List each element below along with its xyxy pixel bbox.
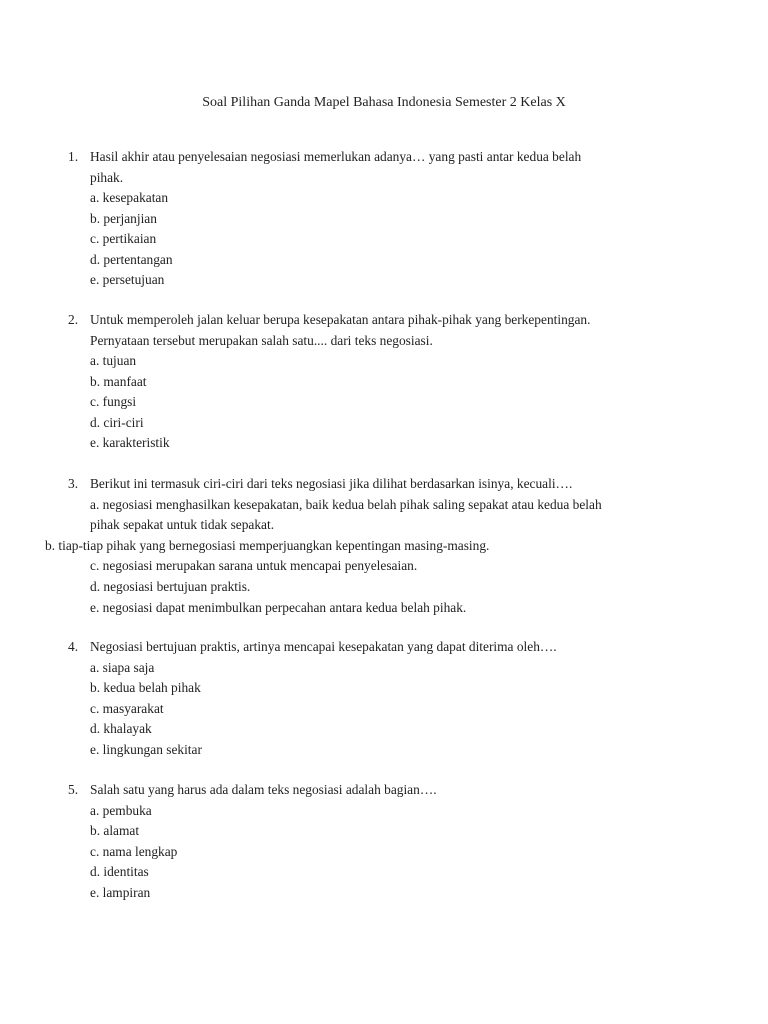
question-text [90, 474, 690, 495]
option-d: d. pertentangan [90, 251, 173, 267]
option-b: b. kedua belah pihak [90, 680, 201, 696]
option-a-continued: pihak sepakat untuk tidak sepakat. [90, 517, 275, 533]
question-line: Untuk memperoleh jalan keluar berupa kesepakatan antara pihak-pihak yang berkepentingan. [90, 312, 591, 327]
option-list [90, 188, 690, 291]
option-b: b. manfaat [90, 373, 147, 389]
question-text [90, 637, 690, 658]
question-line: Negosiasi bertujuan praktis, artinya mencapai kesepakatan yang dapat diterima oleh…. [90, 639, 557, 654]
question-number: 5. [68, 782, 79, 797]
option-e: e. lingkungan sekitar [90, 741, 202, 757]
option-a: a. negosiasi menghasilkan kesepakatan, baik kedua belah pihak saling sepakat atau kedua belah [90, 496, 602, 512]
question-number: 3. [68, 476, 79, 491]
option-e: e. persetujuan [90, 272, 165, 288]
question-line: Pernyataan tersebut merupakan salah satu.... dari teks negosiasi. [90, 332, 433, 348]
question-number: 1. [68, 149, 79, 164]
option-a: a. kesepakatan [90, 190, 169, 205]
option-d: d. khalayak [90, 721, 152, 737]
question-number: 4. [68, 639, 79, 654]
question-number: 2. [68, 312, 79, 327]
option-c: c. fungsi [90, 394, 137, 410]
option-list [90, 801, 690, 904]
option-list [45, 495, 690, 619]
option-a: a. pembuka [90, 802, 152, 818]
question-line: pihak. [90, 169, 124, 185]
question-line: Berikut ini termasuk ciri-ciri dari teks negosiasi jika dilihat berdasarkan isinya, kecuali…. [90, 476, 573, 491]
question-line: Hasil akhir atau penyelesaian negosiasi memerlukan adanya… yang pasti antar kedua belah [90, 149, 582, 164]
option-b: b. perjanjian [90, 210, 157, 226]
option-b: b. alamat [90, 823, 140, 839]
document-title: Soal Pilihan Ganda Mapel Bahasa Indonesia Semester 2 Kelas X [202, 95, 566, 110]
option-e: e. negosiasi dapat menimbulkan perpecahan antara kedua belah pihak. [90, 599, 467, 615]
option-e: e. karakteristik [90, 435, 170, 451]
option-list [90, 351, 690, 454]
question-text [90, 147, 690, 188]
option-c: c. masyarakat [90, 700, 164, 716]
option-b: b. tiap-tiap pihak yang bernegosiasi memperjuangkan kepentingan masing-masing. [45, 537, 490, 553]
option-e: e. lampiran [90, 884, 151, 900]
option-d: d. negosiasi bertujuan praktis. [90, 578, 251, 594]
option-c: c. pertikaian [90, 231, 157, 247]
question-text [90, 780, 690, 801]
option-d: d. ciri-ciri [90, 414, 144, 430]
option-list [90, 658, 690, 761]
option-c: c. negosiasi merupakan sarana untuk mencapai penyelesaian. [90, 558, 418, 574]
option-d: d. identitas [90, 864, 149, 880]
option-c: c. nama lengkap [90, 843, 178, 859]
option-a: a. tujuan [90, 353, 137, 368]
option-a: a. siapa saja [90, 659, 155, 675]
question-text [90, 310, 690, 351]
question-line: Salah satu yang harus ada dalam teks negosiasi adalah bagian…. [90, 782, 437, 797]
